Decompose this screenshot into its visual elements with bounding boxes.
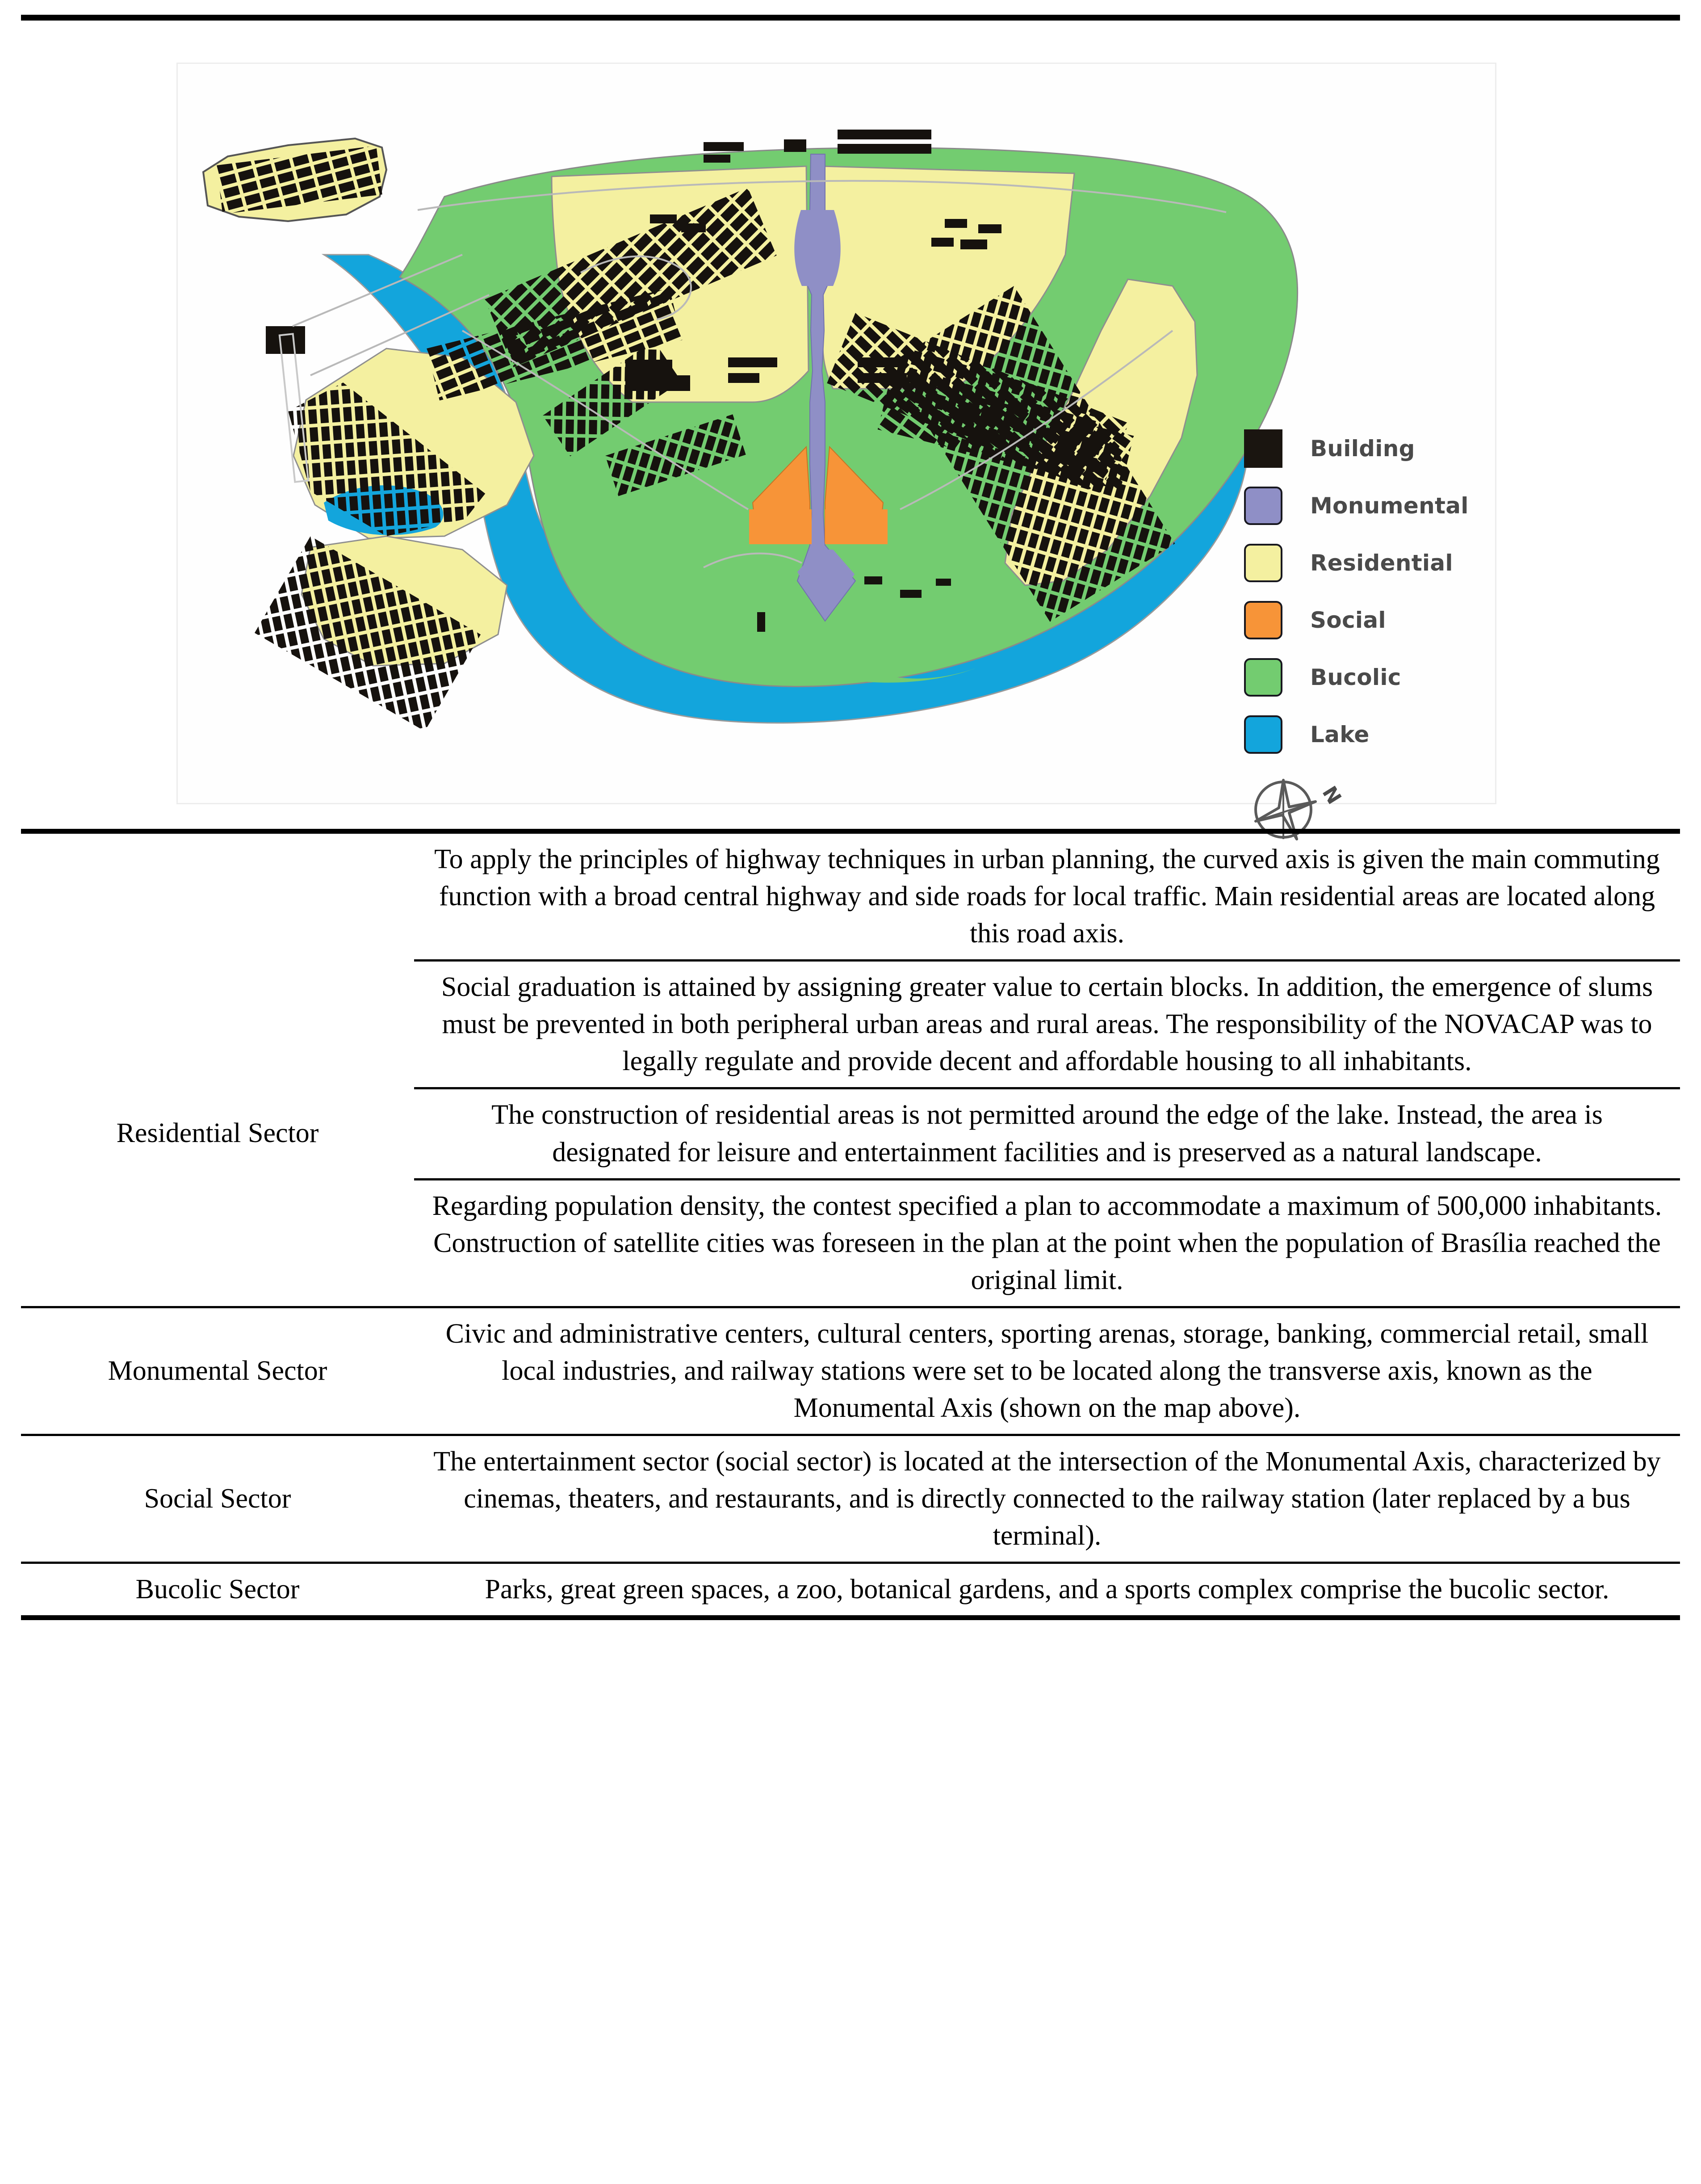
sector-label-monumental: Monumental Sector <box>21 1307 414 1435</box>
social-block-west-lower <box>749 509 812 544</box>
table-row <box>21 961 1680 1088</box>
building-north-5 <box>704 155 730 163</box>
social-block-east-lower <box>825 509 888 544</box>
sector-text-6: Parks, great green spaces, a zoo, botanical gardens, and a sports complex comprise the bucolic sector. <box>414 1563 1680 1618</box>
building-north-2 <box>838 130 931 139</box>
table <box>21 829 1680 1620</box>
building-north-1 <box>784 139 806 152</box>
legend-swatch-building <box>1244 429 1282 468</box>
building-res-ne-2 <box>978 224 1001 233</box>
sector-text-2: The construction of residential areas is not permitted around the edge of the lake. Instead, the area is designated for leisure and entertainment facilities and is preserved as a natural landscape. <box>414 1088 1680 1179</box>
building-res-nw-2 <box>681 223 706 232</box>
monumental-esplanade <box>794 210 841 286</box>
page-top-rule <box>21 15 1680 21</box>
building-south-1 <box>864 576 882 584</box>
building-north-4 <box>704 142 744 151</box>
sector-label-bucolic: Bucolic Sector <box>21 1563 414 1618</box>
legend-item-lake <box>1244 706 1476 763</box>
sector-label-residential: Residential Sector <box>116 1117 319 1148</box>
building-axis-west-1 <box>728 357 777 367</box>
sector-text-4: Civic and administrative centers, cultural centers, sporting arenas, storage, banking, commercial retail, small local industries, and railway stations were set to be located along the transverse axis, known as the Monumental Axis (shown on the map above). <box>414 1307 1680 1435</box>
building-res-ne-4 <box>960 239 987 249</box>
sector-text-1: Social graduation is attained by assigning greater value to certain blocks. In addition, the emergence of slums must be prevented in both peripheral urban areas and rural areas. The responsibility of the NOVACAP was to legally regulate and provide decent and affordable housing to all inhabitants. <box>414 961 1680 1088</box>
building-south-3 <box>936 579 951 586</box>
legend-label-lake: Lake <box>1310 722 1370 748</box>
legend-swatch-bucolic <box>1244 658 1282 697</box>
building-res-nw-1 <box>650 214 677 223</box>
sector-text-0: To apply the principles of highway techniques in urban planning, the curved axis is given the main commuting function with a broad central highway and side roads for local traffic. Main residential areas are located along this road axis. <box>414 832 1680 961</box>
figure-map-brasilia <box>176 63 1496 809</box>
building-res-ne-1 <box>945 219 967 228</box>
legend-item-building <box>1244 420 1476 477</box>
legend-label-social: Social <box>1310 607 1386 633</box>
legend-swatch-social <box>1244 601 1282 639</box>
legend-swatch-lake <box>1244 715 1282 754</box>
sector-description-table <box>21 829 1680 1620</box>
compass-north-label: N <box>1317 782 1346 809</box>
building-south-4 <box>757 612 765 632</box>
table-row <box>21 1563 1680 1618</box>
building-north-3 <box>838 144 931 154</box>
legend-label-bucolic: Bucolic <box>1310 664 1401 690</box>
table-row <box>21 832 1680 961</box>
legend-item-residential <box>1244 534 1476 592</box>
map-legend <box>1244 420 1476 763</box>
legend-item-social <box>1244 592 1476 649</box>
legend-item-bucolic <box>1244 649 1476 706</box>
table-row <box>21 1307 1680 1435</box>
building-res-ne-3 <box>931 238 954 247</box>
building-axis-east-2 <box>858 373 907 383</box>
table-row <box>21 1435 1680 1563</box>
sector-label-empty-0 <box>21 832 414 961</box>
sector-label-social: Social Sector <box>21 1435 414 1563</box>
building-isolated-west <box>266 326 305 354</box>
legend-label-monumental: Monumental <box>1310 493 1469 519</box>
legend-label-building: Building <box>1310 436 1415 462</box>
sector-text-3: Regarding population density, the contest specified a plan to accommodate a maximum of 500,000 inhabitants. Construction of satellite cities was foreseen in the plan at the point when the population of Brasília reached the original limit. <box>414 1179 1680 1307</box>
legend-swatch-residential <box>1244 544 1282 582</box>
legend-label-residential: Residential <box>1310 550 1453 576</box>
sector-text-5: The entertainment sector (social sector) is located at the intersection of the Monumental Axis, characterized by cinemas, theaters, and restaurants, and is directly connected to the railway station (later replaced by a bus terminal). <box>414 1435 1680 1563</box>
legend-swatch-monumental <box>1244 487 1282 525</box>
legend-item-monumental <box>1244 477 1476 534</box>
building-south-2 <box>900 590 922 598</box>
building-axis-east-1 <box>858 357 907 367</box>
building-axis-west-2 <box>728 373 759 383</box>
